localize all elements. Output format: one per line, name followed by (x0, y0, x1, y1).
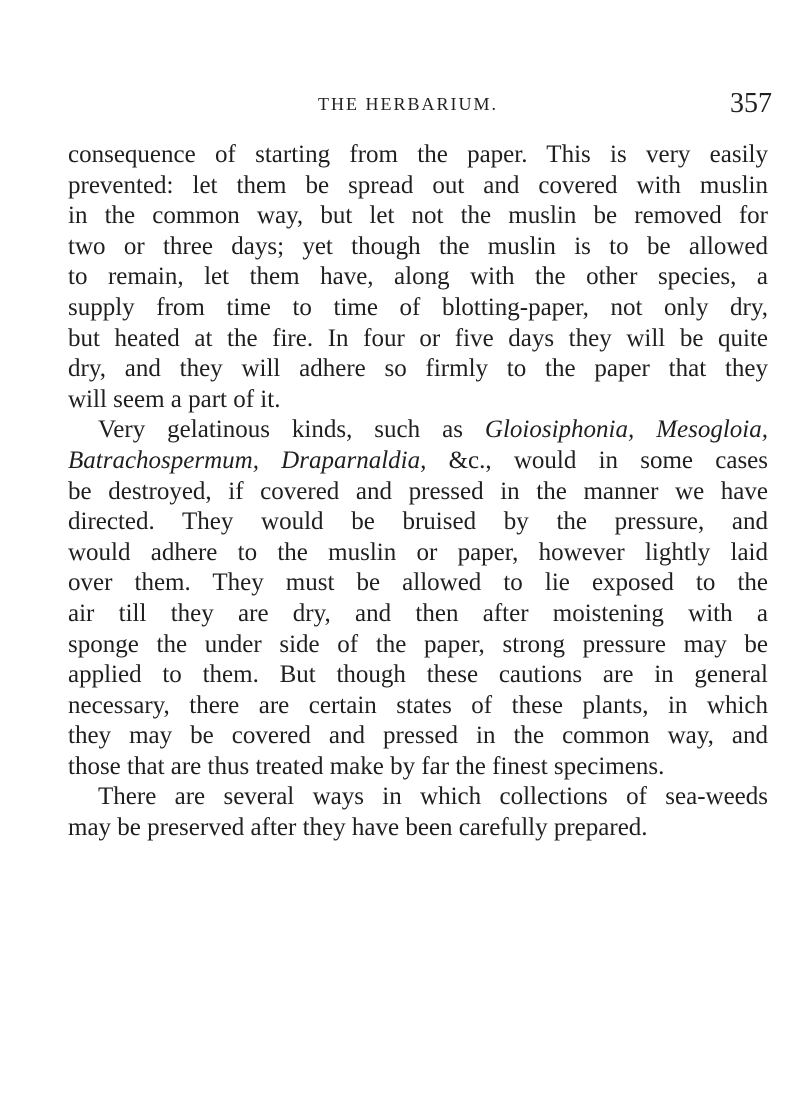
text-line: in the common way, but let not the muslin be removed for (68, 202, 768, 230)
text-line: supply from time to time of blotting-paper, not only dry, (68, 293, 768, 321)
text-line: they may be covered and pressed in the common way, and (68, 722, 768, 750)
paragraph-3 (68, 782, 768, 843)
paragraph-1 (68, 140, 768, 415)
genus-names: Batrachospermum, Draparnaldia, (68, 446, 427, 474)
body-text (68, 140, 768, 844)
text-line: be destroyed, if covered and pressed in the manner we have (68, 477, 768, 505)
text-line: applied to them. But though these cautions are in general (68, 661, 768, 689)
text-line: There are several ways in which collections of sea-weeds (98, 783, 768, 811)
text-run: &c., would in some cases (426, 446, 768, 474)
text-line (68, 415, 768, 446)
text-line: may be preserved after they have been carefully prepared. (68, 814, 648, 842)
text-line: air till they are dry, and then after moistening with a (68, 599, 768, 627)
text-line: consequence of starting from the paper. This is very easily (68, 141, 768, 168)
text-line: those that are thus treated make by far the finest specimens. (68, 752, 665, 780)
running-head-title: THE HERBARIUM. (318, 94, 498, 114)
text-line: sponge the under side of the paper, strong pressure may be (68, 630, 768, 658)
text-line: would adhere to the muslin or paper, however lightly laid (68, 538, 768, 566)
genus-names: Gloiosiphonia, Mesogloia, (484, 416, 769, 444)
running-head (0, 88, 800, 120)
text-run: Very gelatinous kinds, such as (98, 416, 485, 444)
page-number: 357 (730, 88, 772, 119)
text-line: dry, and they will adhere so firmly to the paper that they (68, 355, 768, 383)
text-line (68, 446, 768, 477)
text-line: necessary, there are certain states of these plants, in which (68, 691, 768, 719)
text-line: to remain, let them have, along with the other species, a (68, 263, 768, 291)
text-line: over them. They must be allowed to lie exposed to the (68, 569, 768, 597)
paragraph-2 (68, 415, 768, 782)
text-line: but heated at the fire. In four or five days they will be quite (68, 324, 768, 352)
text-line: two or three days; yet though the muslin is to be allowed (68, 232, 768, 260)
text-line: prevented: let them be spread out and covered with muslin (68, 171, 768, 199)
text-line: directed. They would be bruised by the pressure, and (68, 508, 768, 536)
text-line: will seem a part of it. (68, 385, 281, 413)
